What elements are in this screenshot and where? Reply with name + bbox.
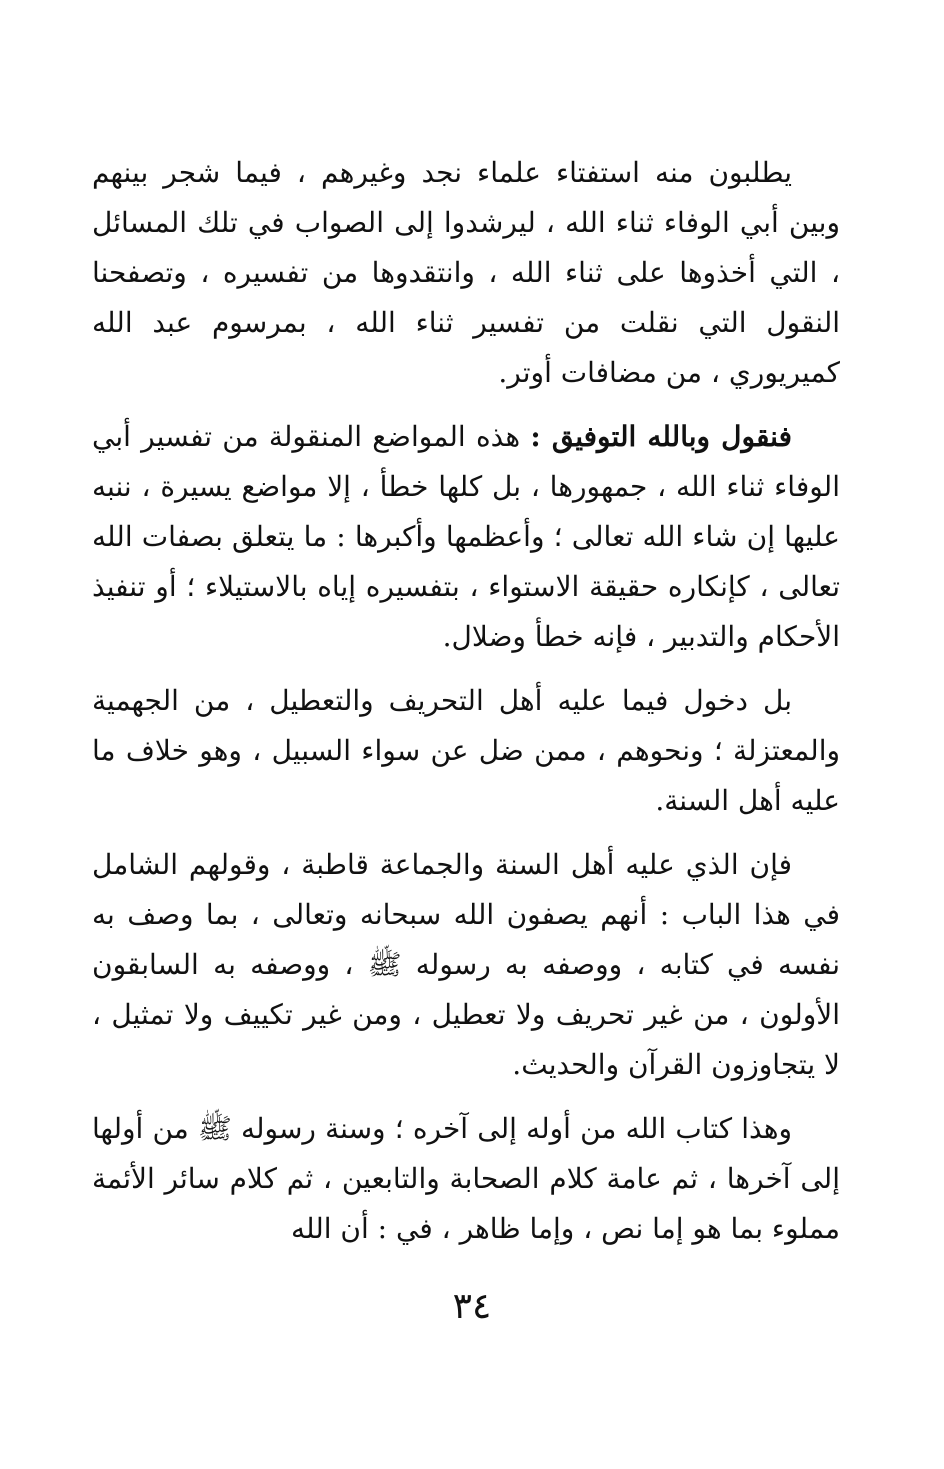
paragraph-4 <box>92 840 840 1090</box>
page-number: ٣٤ <box>452 1286 492 1327</box>
paragraph-4-text: فإن الذي عليه أهل السنة والجماعة قاطبة ، وقولهم الشامل في هذا الباب : أنهم يصفون الله سبحانه وتعالى ، بما وصف به نفسه في كتابه ، ووصفه به رسوله ﷺ ، ووصفه به السابقون الأولون ، من غير تحريف ولا تعطيل ، ومن غير تكييف ولا تمثيل ، لا يتجاوزون القرآن والحديث. <box>92 848 841 1081</box>
paragraph-5-text: وهذا كتاب الله من أوله إلى آخره ؛ وسنة رسوله ﷺ من أولها إلى آخرها ، ثم عامة كلام الصحابة والتابعين ، ثم كلام سائر الأئمة مملوء بما هو إما نص ، وإما ظاهر ، في : أن الله <box>92 1112 840 1245</box>
paragraph-2-lead: فنقول وبالله التوفيق : <box>530 420 792 453</box>
paragraph-1-text: يطلبون منه استفتاء علماء نجد وغيرهم ، فيما شجر بينهم وبين أبي الوفاء ثناء الله ، ليرشدوا إلى الصواب في تلك المسائل ، التي أخذوها على ثناء الله ، وانتقدوها من تفسيره ، وتصفحنا النقول التي نقلت من تفسير ثناء الله ، بمرسوم عبد الله كميريوري ، من مضافات أوتر. <box>92 156 840 389</box>
paragraph-3 <box>92 676 840 826</box>
paragraph-5 <box>92 1104 840 1254</box>
paragraph-1 <box>92 148 840 398</box>
paragraph-2 <box>92 412 840 662</box>
paragraph-2-text: هذه المواضع المنقولة من تفسير أبي الوفاء ثناء الله ، جمهورها ، بل كلها خطأ ، إلا مواضع يسيرة ، ننبه عليها إن شاء الله تعالى ؛ وأعظمها وأكبرها : ما يتعلق بصفات الله تعالى ، كإنكاره حقيقة الاستواء ، بتفسيره إياه بالاستيلاء ؛ أو تنفيذ الأحكام والتدبير ، فإنه خطأ وضلال. <box>92 420 840 653</box>
page-body-text <box>92 148 840 1268</box>
paragraph-3-text: بل دخول فيما عليه أهل التحريف والتعطيل ، من الجهمية والمعتزلة ؛ ونحوهم ، ممن ضل عن سواء السبيل ، وهو خلاف ما عليه أهل السنة. <box>92 684 840 817</box>
